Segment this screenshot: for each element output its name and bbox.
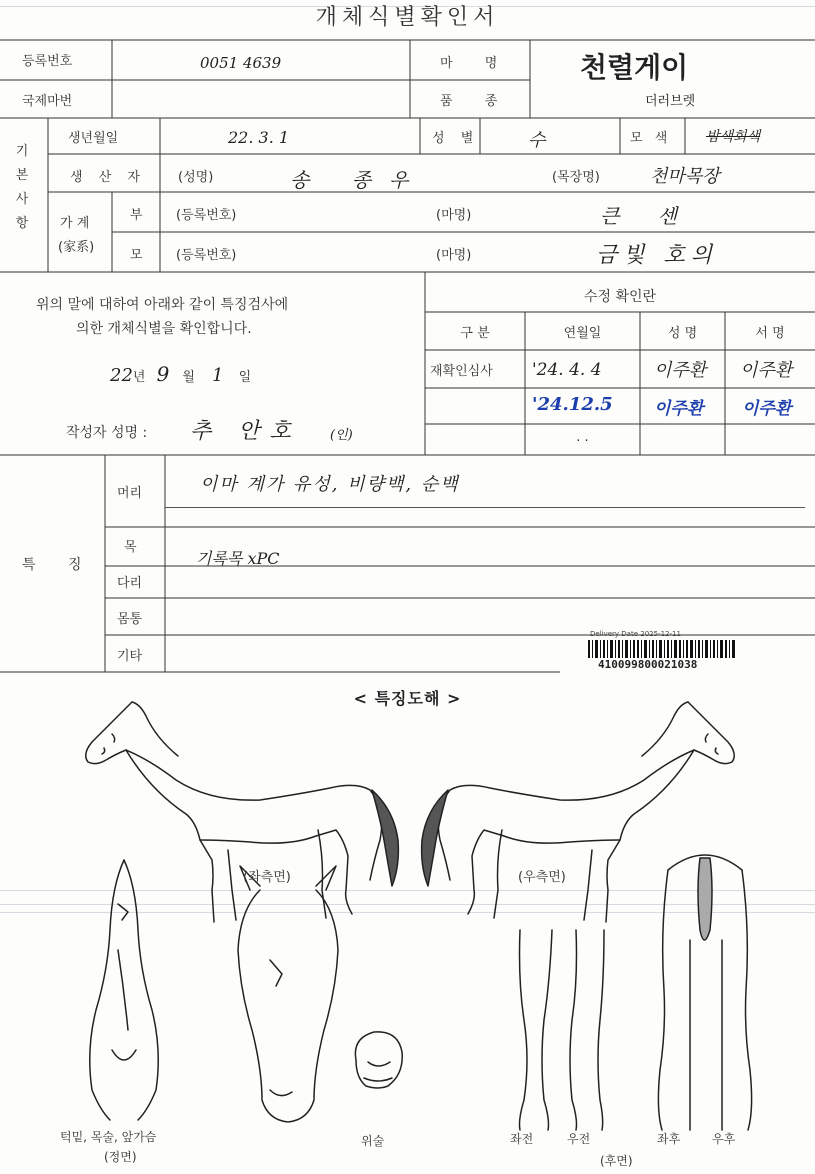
date-day-label: 일 [238, 370, 252, 385]
feature-label-body: 몸통 [117, 612, 143, 627]
horse-name-value: 천렬게이 [580, 51, 689, 84]
author-value: 추 안호 [190, 419, 301, 444]
revision-header-name: 성 명 [667, 326, 698, 341]
reg-no-value: 0051 4639 [200, 54, 282, 72]
sire-name-value: 큰 센 [600, 204, 693, 228]
pedigree-label: 가 계 [60, 216, 90, 231]
statement-line2: 의한 개체식별을 확인합니다. [76, 321, 252, 337]
revision-row-name: 이주환 [654, 360, 707, 381]
date-year: 22 [110, 365, 133, 386]
pedigree-hanja: (家系) [58, 240, 95, 255]
right-side-label: (우측면) [518, 870, 566, 885]
sex-label: 성 별 [432, 131, 480, 146]
sire-reg-label: (등록번호) [176, 208, 237, 223]
feature-label-legs: 다리 [117, 576, 143, 591]
breed-label: 품 종 [440, 94, 512, 109]
revision-row-sign: 이주환 [740, 360, 793, 381]
left-hind-label: 좌후 [657, 1132, 681, 1146]
horse-front-legs-drawing [520, 930, 605, 1130]
diagram-title: < 특징도해 > [353, 689, 462, 708]
revision-row-sign: 이주환 [742, 399, 792, 419]
dam-reg-label: (등록번호) [176, 248, 237, 263]
lip-label: 위술 [361, 1134, 385, 1148]
barcode-sticker [588, 630, 748, 674]
left-fore-label: 좌전 [510, 1132, 534, 1146]
breeder-value: 송 종우 [290, 168, 427, 192]
color-value: 밤색회색 [706, 129, 761, 145]
revision-row-date: . . [576, 430, 589, 445]
date-month: 9 [156, 362, 170, 386]
breeder-sub-label: (성명) [178, 170, 214, 185]
horse-diagrams [0, 690, 815, 1174]
reg-no-label: 등록번호 [22, 54, 73, 69]
revision-header-date: 연월일 [563, 326, 602, 341]
horse-head-front-drawing [238, 866, 338, 1122]
horse-right-side-drawing [422, 702, 735, 922]
ranch-label: (목장명) [552, 170, 600, 185]
dob-value: 22. 3. 1 [228, 128, 290, 147]
basic-section-label: 기본사항 [15, 144, 29, 231]
feature-head-underline [165, 507, 805, 508]
revision-header-sign: 서 명 [755, 326, 785, 341]
rear-caption: (후면) [600, 1154, 633, 1168]
revision-header-type: 구 분 [460, 326, 490, 341]
horse-lip-drawing [355, 1032, 402, 1088]
breeder-label: 생 산 자 [70, 170, 146, 185]
barcode-bars [588, 640, 743, 658]
revision-row-name: 이주환 [654, 399, 704, 419]
front-caption-line1: 턱밑, 목술, 앞가슴 [60, 1130, 157, 1144]
feature-label-head: 머리 [117, 486, 143, 501]
statement-line1: 위의 말에 대하여 아래와 같이 특징검사에 [36, 297, 289, 313]
date-month-label: 월 [182, 370, 195, 385]
date-year-label: 년 [132, 370, 146, 385]
author-sign: (인) [330, 428, 353, 443]
ranch-value: 천마목장 [650, 166, 720, 187]
revision-title: 수정 확인란 [583, 289, 657, 305]
dam-name-label: (마명) [436, 248, 472, 263]
horse-rear-drawing [658, 855, 751, 1130]
confirm-date [110, 362, 251, 386]
date-day: 1 [212, 365, 224, 386]
dam-name-value: 금빛 호의 [596, 243, 719, 268]
feature-label-other: 기타 [117, 649, 143, 664]
dob-label: 생년월일 [68, 131, 119, 146]
sex-value: 수 [528, 130, 546, 151]
intl-no-label: 국제마번 [22, 94, 73, 109]
revision-row-date: '24.12.5 [532, 394, 613, 415]
revision-row-date: '24. 4. 4 [532, 360, 602, 380]
author-label: 작성자 성명 : [66, 425, 148, 441]
document-title: 개체식별확인서 [315, 5, 500, 30]
horse-name-label: 마 명 [440, 56, 512, 71]
breed-value: 더러브렛 [645, 94, 696, 109]
dam-label: 모 [130, 248, 143, 263]
barcode-number: 410099800021038 [598, 658, 698, 671]
right-fore-label: 우전 [567, 1132, 591, 1146]
barcode-caption: Delivery Date 2025-12-11 [590, 630, 681, 638]
horse-front-chest-drawing [90, 860, 159, 1120]
features-section-label: 특 징 [22, 557, 96, 573]
left-side-label: (좌측면) [243, 870, 291, 885]
feature-label-neck: 목 [124, 540, 137, 555]
sire-label: 부 [130, 208, 143, 223]
revision-row-type: 재확인심사 [430, 364, 493, 379]
right-hind-label: 우후 [712, 1132, 736, 1146]
sire-name-label: (마명) [436, 208, 472, 223]
feature-value-head: 이마 계가 유성, 비량백, 순백 [200, 474, 460, 495]
color-label: 모 색 [630, 131, 672, 146]
feature-value-neck: 기록목 xPC [196, 549, 280, 568]
front-caption-line2: (정면) [104, 1150, 137, 1164]
